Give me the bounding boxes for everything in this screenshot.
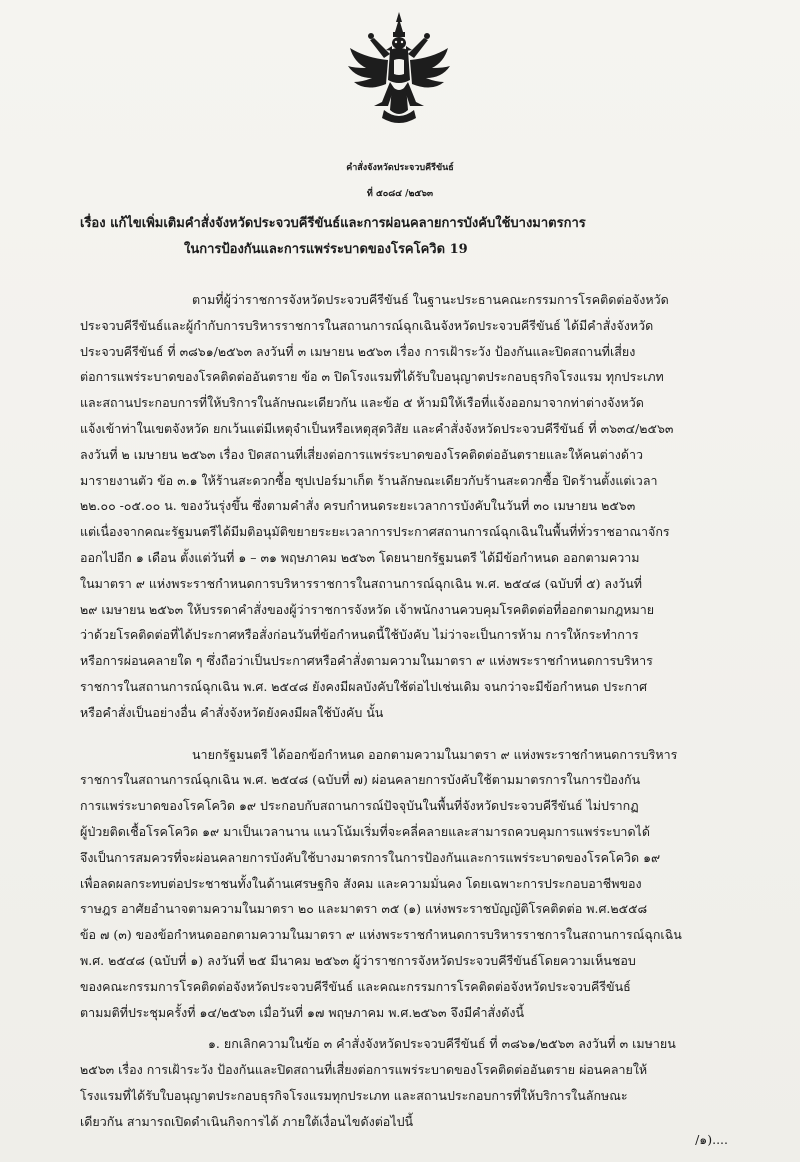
document-body xyxy=(80,287,760,1135)
page-continuation: /๑).... xyxy=(695,1132,728,1147)
text-line: ตามมติที่ประชุมครั้งที่ ๑๔/๒๕๖๓ เมื่อวันที่ ๑๗ พฤษภาคม พ.ศ.๒๕๖๓ จึงมีคำสั่งดังนี้ xyxy=(80,1004,525,1020)
text-line: การแพร่ระบาดของโรคโควิด ๑๙ ประกอบกับสถานการณ์ปัจจุบันในพื้นที่จังหวัดประจวบคีรีขันธ์ ไม่ปรากฏ xyxy=(80,798,639,814)
text-line: แจ้งเข้าท่าในเขตจังหวัด ยกเว้นแต่มีเหตุจำเป็นหรือเหตุสุดวิสัย และคำสั่งจังหวัดประจวบคีรีขันธ์ ที่ ๓๖๓๔/๒๕๖๓ xyxy=(80,420,674,436)
text-line: ๒๒.๐๐ -๐๕.๐๐ น. ของวันรุ่งขึ้น ซึ่งตามคำสั่ง ครบกำหนดระยะเวลาการบังคับในวันที่ ๓๐ เมษายน ๒๕๖๓ xyxy=(80,498,636,514)
text-line: และสถานประกอบการที่ให้บริการในลักษณะเดียวกัน และข้อ ๕ ห้ามมิให้เรือที่แจ้งออกมาจากท่าต่างจังหวัด xyxy=(80,395,644,411)
subject-line-1: เรื่อง แก้ไขเพิ่มเติมคำสั่งจังหวัดประจวบคีรีขันธ์และการผ่อนคลายการบังคับใช้บางมาตรการ xyxy=(80,216,586,231)
paragraph-2 xyxy=(80,742,760,1026)
paragraph-3 xyxy=(80,1031,760,1134)
garuda-emblem-icon xyxy=(344,10,454,130)
subject-line-2: ในการป้องกันและการแพร่ระบาดของโรคโควิด 19 xyxy=(184,242,468,257)
text-line: ตามที่ผู้ว่าราชการจังหวัดประจวบคีรีขันธ์ ในฐานะประธานคณะกรรมการโรคติดต่อจังหวัด xyxy=(192,292,669,307)
text-line: ราชการในสถานการณ์ฉุกเฉิน พ.ศ. ๒๕๔๘ ยังคงมีผลบังคับใช้ต่อไปเช่นเดิม จนกว่าจะมีข้อกำหนด ประกาศ xyxy=(80,678,648,694)
text-line: ลงวันที่ ๒ เมษายน ๒๕๖๓ เรื่อง ปิดสถานที่เสี่ยงต่อการแพร่ระบาดของโรคติดต่ออันตรายและให้คนต่างด้าว xyxy=(80,446,644,462)
paragraph-1 xyxy=(80,287,760,726)
text-line: ข้อ ๗ (๓) ของข้อกำหนดออกตามความในมาตรา ๙ แห่งพระราชกำหนดการบริหารราชการในสถานการณ์ฉุกเฉิน xyxy=(80,927,682,943)
text-line: ออกไปอีก ๑ เดือน ตั้งแต่วันที่ ๑ – ๓๑ พฤษภาคม ๒๕๖๓ โดยนายกรัฐมนตรี ได้มีข้อกำหนด ออกตามความ xyxy=(80,549,640,565)
text-line: ของคณะกรรมการโรคติดต่อจังหวัดประจวบคีรีขันธ์ และคณะกรรมการโรคติดต่อจังหวัดประจวบคีรีขันธ์ xyxy=(80,978,631,994)
order-title: คำสั่งจังหวัดประจวบคีรีขันธ์ xyxy=(346,163,454,173)
text-line: ต่อการแพร่ระบาดของโรคติดต่ออันตราย ข้อ ๓ ปิดโรงแรมที่ได้รับใบอนุญาตประกอบธุรกิจโรงแรม ทุกประเภท xyxy=(80,369,664,385)
text-line: นายกรัฐมนตรี ได้ออกข้อกำหนด ออกตามความในมาตรา ๙ แห่งพระราชกำหนดการบริหาร xyxy=(192,746,678,762)
text-line: เพื่อลดผลกระทบต่อประชาชนทั้งในด้านเศรษฐกิจ สังคม และความมั่นคง โดยเฉพาะการประกอบอาชีพของ xyxy=(80,875,642,891)
text-line: เดียวกัน สามารถเปิดดำเนินกิจการได้ ภายใต้เงื่อนไขดังต่อไปนี้ xyxy=(80,1113,414,1129)
text-line: จึงเป็นการสมควรที่จะผ่อนคลายการบังคับใช้บางมาตรการในการป้องกันและการแพร่ระบาดของโรคโควิด ๑๙ xyxy=(80,849,661,865)
text-line: หรือคำสั่งเป็นอย่างอื่น คำสั่งจังหวัดยังคงมีผลใช้บังคับ นั้น xyxy=(80,704,384,720)
text-line: ราษฎร อาศัยอำนาจตามความในมาตรา ๒๐ และมาตรา ๓๕ (๑) แห่งพระราชบัญญัติโรคติดต่อ พ.ศ.๒๕๕๘ xyxy=(80,901,648,917)
text-line: ประจวบคีรีขันธ์ ที่ ๓๘๖๑/๒๕๖๓ ลงวันที่ ๓ เมษายน ๒๕๖๓ เรื่อง การเฝ้าระวัง ป้องกันและปิดสถานที่เสี่ยง xyxy=(80,343,636,359)
order-number: ที่ ๕๐๘๔ /๒๕๖๓ xyxy=(366,189,434,199)
text-line: โรงแรมที่ได้รับใบอนุญาตประกอบธุรกิจโรงแรมทุกประเภท และสถานประกอบการที่ให้บริการในลักษณะ xyxy=(80,1087,628,1103)
text-line: ๒๕๖๓ เรื่อง การเฝ้าระวัง ป้องกันและปิดสถานที่เสี่ยงต่อการแพร่ระบาดของโรคติดต่ออันตราย ผ่อนคลายให้ xyxy=(80,1062,648,1078)
text-line: ราชการในสถานการณ์ฉุกเฉิน พ.ศ. ๒๕๔๘ (ฉบับที่ ๗) ผ่อนคลายการบังคับใช้ตามมาตรการในการป้องกัน xyxy=(80,772,641,788)
text-line: ๑. ยกเลิกความในข้อ ๓ คำสั่งจังหวัดประจวบคีรีขันธ์ ที่ ๓๘๖๑/๒๕๖๓ ลงวันที่ ๓ เมษายน xyxy=(208,1036,676,1052)
text-line: ว่าด้วยโรคติดต่อที่ได้ประกาศหรือสั่งก่อนวันที่ข้อกำหนดนี้ใช้บังคับ ไม่ว่าจะเป็นการห้าม การให้กระทำการ xyxy=(80,627,639,643)
text-line: ๒๙ เมษายน ๒๕๖๓ ให้บรรดาคำสั่งของผู้ว่าราชการจังหวัด เจ้าพนักงานควบคุมโรคติดต่อที่ออกตามกฎหมาย xyxy=(80,601,655,617)
text-line: พ.ศ. ๒๕๔๘ (ฉบับที่ ๑) ลงวันที่ ๒๕ มีนาคม ๒๕๖๓ ผู้ว่าราชการจังหวัดประจวบคีรีขันธ์โดยความเห็นชอบ xyxy=(80,952,636,968)
text-line: มารายงานตัว ข้อ ๓.๑ ให้ร้านสะดวกซื้อ ซุปเปอร์มาเก็ต ร้านลักษณะเดียวกับร้านสะดวกซื้อ ปิดร้านตั้งแต่เวลา xyxy=(80,472,658,488)
text-line: ประจวบคีรีขันธ์และผู้กำกับการบริหารราชการในสถานการณ์ฉุกเฉินจังหวัดประจวบคีรีขันธ์ ได้มีคำสั่งจังหวัด xyxy=(80,317,654,333)
text-line: หรือการผ่อนคลายใด ๆ ซึ่งถือว่าเป็นประกาศหรือคำสั่งตามความในมาตรา ๙ แห่งพระราชกำหนดการบริหาร xyxy=(80,653,653,669)
text-line: แต่เนื่องจากคณะรัฐมนตรีได้มีมติอนุมัติขยายระยะเวลาการประกาศสถานการณ์ฉุกเฉินในพื้นที่ทั่วราชอาณาจักร xyxy=(80,524,670,540)
text-line: ผู้ป่วยติดเชื้อโรคโควิด ๑๙ มาเป็นเวลานาน แนวโน้มเริ่มที่จะคลี่คลายและสามารถควบคุมการแพร่ระบาดได้ xyxy=(80,823,650,839)
text-line: ในมาตรา ๙ แห่งพระราชกำหนดการบริหารราชการในสถานการณ์ฉุกเฉิน พ.ศ. ๒๕๔๘ (ฉบับที่ ๕) ลงวันที่ xyxy=(80,575,642,591)
